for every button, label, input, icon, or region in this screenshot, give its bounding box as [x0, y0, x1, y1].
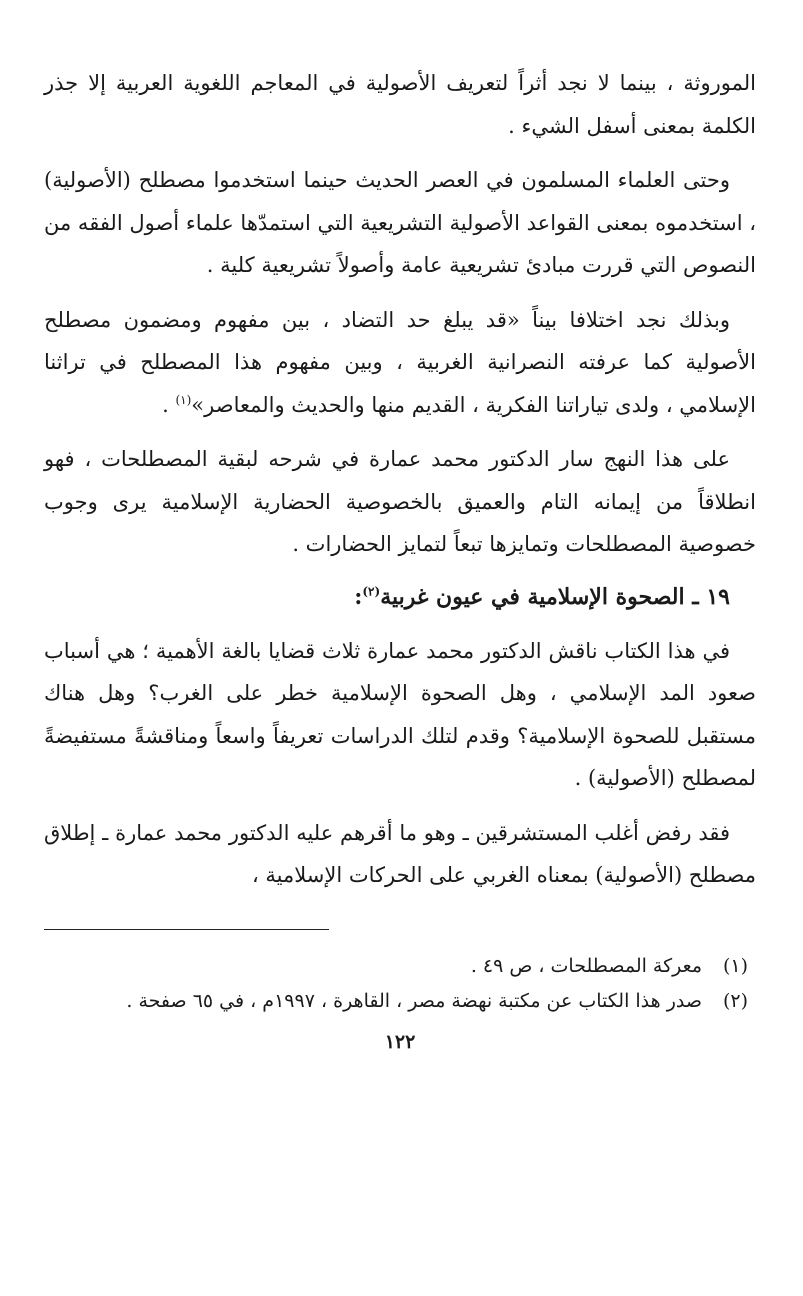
paragraph-1: الموروثة ، بينما لا نجد أثراً لتعريف الأصولية في المعاجم اللغوية العربية إلا جذر الكلمة بمعنى أسفل الشيء . [44, 71, 756, 138]
paragraph-3-text: وبذلك نجد اختلافا بيناً «قد يبلغ حد التضاد ، بين مفهوم ومضمون مصطلح الأصولية كما عرفته النصرانية الغربية ، وبين مفهوم هذا المصطلح في تراثنا الإسلامي ، ولدى تياراتنا الفكرية ، القديم منها والحديث والمعاصر» [44, 307, 756, 417]
footnote-2-number: (٢) [722, 989, 748, 1012]
footnote-1-number: (١) [722, 954, 748, 977]
page-body [44, 62, 756, 1053]
footnote-2-text: صدر هذا الكتاب عن مكتبة نهضة مصر ، القاهرة ، ١٩٩٧م ، في ٦٥ صفحة . [126, 989, 702, 1012]
footnote-rule [44, 929, 329, 930]
footnote-separator [44, 919, 756, 949]
footnote-ref-2[interactable]: (٢) [362, 584, 381, 599]
footnote-1-text: معركة المصطلحات ، ص ٤٩ . [470, 954, 702, 977]
footnote-1 [44, 949, 756, 984]
section-heading-text: ١٩ ـ الصحوة الإسلامية في عيون غربية [380, 583, 730, 610]
footnote-ref-1[interactable]: (١) [175, 392, 192, 407]
section-heading-colon: : [354, 583, 363, 610]
page-number: ١٢٢ [384, 1030, 416, 1053]
footnotes [44, 949, 756, 1019]
paragraph-3-end: . [162, 392, 176, 417]
paragraph-4: على هذا النهج سار الدكتور محمد عمارة في شرحه لبقية المصطلحات ، فهو انطلاقاً من إيمانه التام والعميق بالخصوصية الحضارية الإسلامية يرى وجوب خصوصية المصطلحات وتمايزها تبعاً لتمايز الحضارات . [44, 447, 756, 556]
paragraph-3 [44, 299, 756, 427]
paragraph-6: فقد رفض أغلب المستشرقين ـ وهو ما أقرهم عليه الدكتور محمد عمارة ـ إطلاق مصطلح (الأصولية) بمعناه الغربي على الحركات الإسلامية ، [44, 820, 756, 887]
section-heading [44, 576, 756, 618]
paragraph-2: وحتى العلماء المسلمون في العصر الحديث حينما استخدموا مصطلح (الأصولية) ، استخدموه بمعنى القواعد الأصولية التشريعية التي استمدّها علماء أصول الفقه من النصوص التي قررت مبادئ تشريعية عامة وأصولاً تشريعية كلية . [44, 168, 756, 277]
footnote-2 [44, 984, 756, 1019]
paragraph-5: في هذا الكتاب ناقش الدكتور محمد عمارة ثلاث قضايا بالغة الأهمية ؛ هي أسباب صعود المد الإسلامي ، وهل الصحوة الإسلامية خطر على الغرب؟ وهل هناك مستقبل للصحوة الإسلامية؟ وقدم لتلك الدراسات تعريفاً واسعاً ومناقشةً مستفيضةً لمصطلح (الأصولية) . [44, 638, 756, 790]
